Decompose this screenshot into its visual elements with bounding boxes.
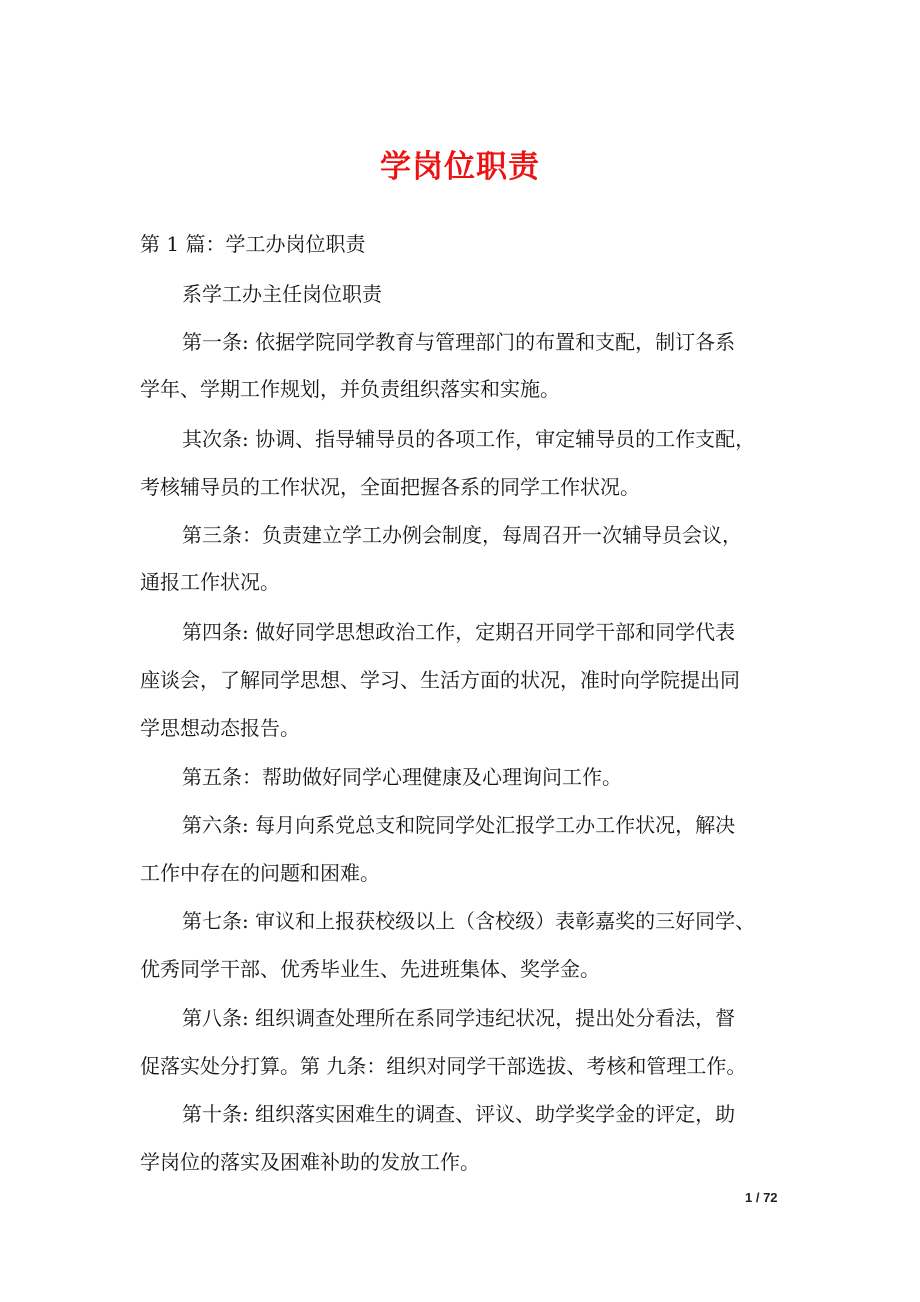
article-8-line-1: 第八条: 组织调查处理所在系同学违纪状况，提出处分看法，督 — [182, 1006, 736, 1030]
article-7-line-1: 第七条: 审议和上报获校级以上（含校级）表彰嘉奖的三好同学、 — [182, 909, 756, 933]
article-4-line-1: 第四条: 做好同学思想政治工作，定期召开同学干部和同学代表 — [182, 620, 736, 644]
page-number: 1 / 72 — [745, 1190, 778, 1205]
article-4-line-2: 座谈会，了解同学思想、学习、生活方面的状况，准时向学院提出同 — [140, 668, 740, 692]
article-6-line-2: 工作中存在的问题和困难。 — [140, 861, 380, 885]
article-3-line-1: 第三条：负责建立学工办例会制度，每周召开一次辅导员会议， — [182, 523, 742, 547]
chapter-heading: 第 1 篇：学工办岗位职责 — [140, 232, 366, 256]
article-1-line-2: 学年、学期工作规划，并负责组织落实和实施。 — [140, 377, 560, 401]
article-2-line-1: 其次条: 协调、指导辅导员的各项工作，审定辅导员的工作支配， — [182, 427, 756, 451]
section-heading: 系学工办主任岗位职责 — [182, 282, 382, 306]
article-1-line-1: 第一条: 依据学院同学教育与管理部门的布置和支配，制订各系 — [182, 330, 736, 354]
article-10-line-1: 第十条: 组织落实困难生的调查、评议、助学奖学金的评定，助 — [182, 1102, 736, 1126]
article-8-9-line-2: 促落实处分打算。第 九条：组织对同学干部选拔、考核和管理工作。 — [140, 1054, 747, 1078]
document-title: 学岗位职责 — [380, 149, 540, 185]
article-3-line-2: 通报工作状况。 — [140, 570, 280, 594]
article-7-line-2: 优秀同学干部、优秀毕业生、先进班集体、奖学金。 — [140, 957, 600, 981]
article-10-line-2: 学岗位的落实及困难补助的发放工作。 — [140, 1150, 480, 1174]
article-2-line-2: 考核辅导员的工作状况，全面把握各系的同学工作状况。 — [140, 475, 640, 499]
article-4-line-3: 学思想动态报告。 — [140, 716, 300, 740]
article-6-line-1: 第六条: 每月向系党总支和院同学处汇报学工办工作状况，解决 — [182, 813, 736, 837]
article-5-line-1: 第五条：帮助做好同学心理健康及心理询问工作。 — [182, 765, 622, 789]
